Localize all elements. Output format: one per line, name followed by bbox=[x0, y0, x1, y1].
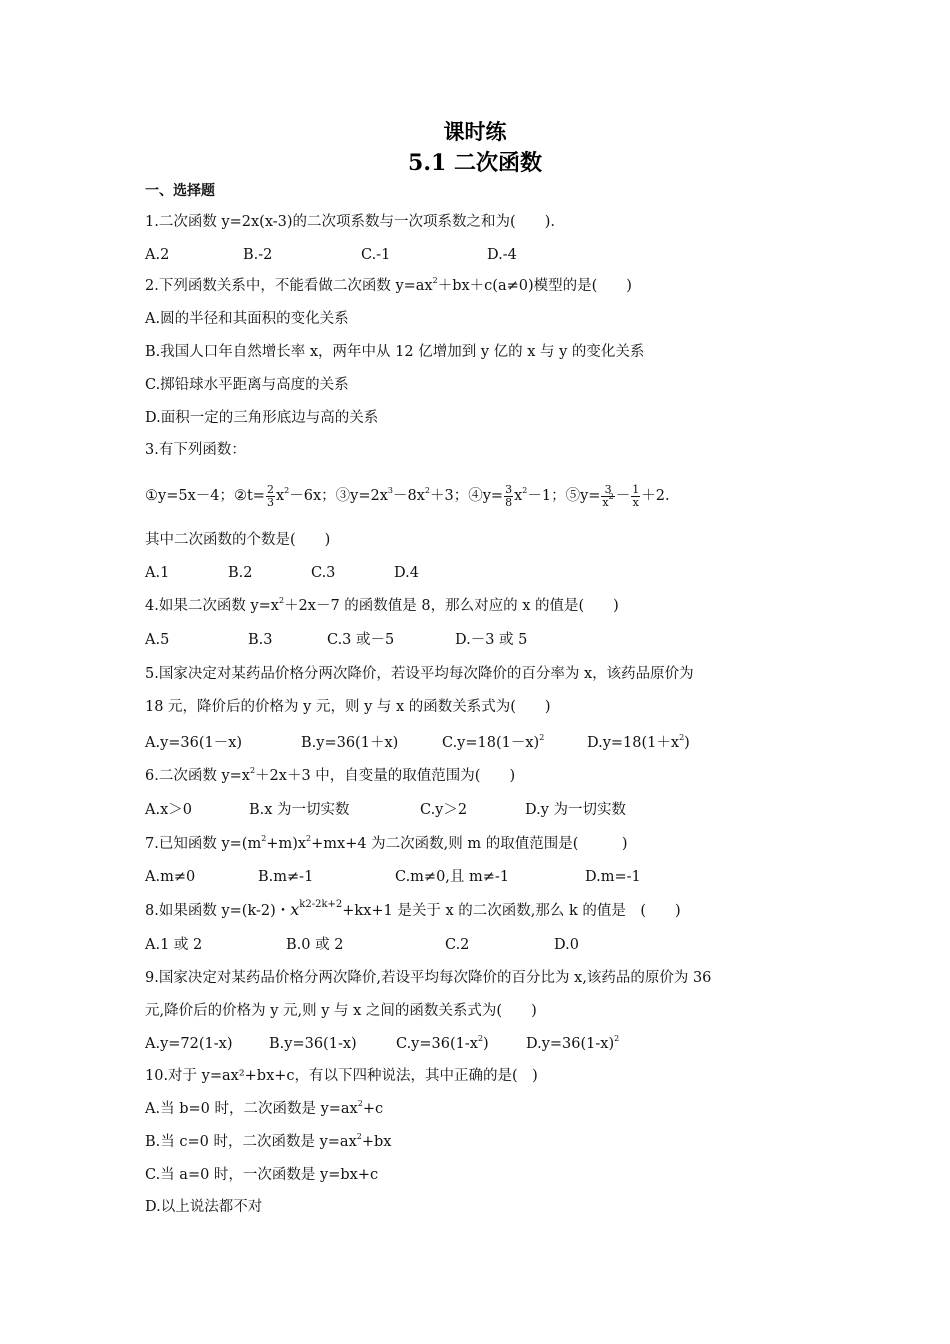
question-1-stem: 1.二次函数 y=2x(x-3)的二次项系数与一次项系数之和为( ). bbox=[145, 214, 555, 230]
question-9-stem-line-2: 元,降价后的价格为 y 元,则 y 与 x 之间的函数关系式为( ) bbox=[145, 1003, 537, 1019]
question-7-stem: 7.已知函数 $y=(m^2+m)x^2+mx+4$ 为二次函数,则 m 的取值范围是( ) bbox=[145, 834, 628, 852]
q8-option-b: B.0 或 2 bbox=[286, 937, 344, 953]
q5-option-c: $C.y=18(1-x)^2$ bbox=[442, 733, 545, 751]
q3-option-c: C.3 bbox=[311, 565, 336, 581]
q9-option-d: $D.y=36(1-x)^2$ bbox=[526, 1034, 620, 1052]
question-6-stem: 6.二次函数 $y=x^2+2x+3$ 中，自变量的取值范围为( ) bbox=[145, 766, 516, 784]
q2-option-a: A.圆的半径和其面积的变化关系 bbox=[145, 311, 349, 327]
q10-option-b: B.当 c=0 时，二次函数是 $y=ax^2+bx$ bbox=[145, 1132, 392, 1150]
page-subtitle: 5.1 二次函数 bbox=[408, 150, 542, 176]
q3-option-d: D.4 bbox=[394, 565, 419, 581]
q7-option-b: B.m≠-1 bbox=[258, 869, 314, 885]
q2-option-b: B.我国人口年自然增长率 x，两年中从 12 亿增加到 y 亿的 x 与 y 的变化关系 bbox=[145, 344, 645, 360]
q6-option-c: C.y＞2 bbox=[420, 802, 468, 818]
q1-option-d: D.-4 bbox=[487, 247, 517, 263]
q7-option-d: D.m=-1 bbox=[585, 869, 641, 885]
q3-option-b: B.2 bbox=[228, 565, 253, 581]
q1-option-c: C.-1 bbox=[361, 247, 391, 263]
fraction-3-x2: $\frac{3}{x^2}$ bbox=[602, 482, 614, 509]
q6-option-b: B.x 为一切实数 bbox=[249, 802, 350, 818]
question-4-stem: 4.如果二次函数 $y=x^2+2x-7$ 的函数值是 8，那么对应的 x 的值是( ) bbox=[145, 596, 619, 614]
question-8-stem: 8.如果函数 y=(k-2)・$x^{k2-2k+2}+kx+1$ 是关于 x 的二次函数,那么 k 的值是 ( ) bbox=[145, 899, 681, 919]
q4-option-d: D.－3 或 5 bbox=[455, 632, 528, 648]
question-2-stem: 2.下列函数关系中，不能看做二次函数 $y=ax^2+bx+c(a\ne 0)$模型的是( ) bbox=[145, 276, 632, 294]
question-5-stem-line-1: 5.国家决定对某药品价格分两次降价，若设平均每次降价的百分率为 x，该药品原价为 bbox=[145, 666, 694, 682]
q7-option-c: C.m≠0,且 m≠-1 bbox=[395, 869, 510, 885]
question-5-stem-line-2: 18 元，降价后的价格为 y 元，则 y 与 x 的函数关系式为( ) bbox=[145, 699, 551, 715]
question-10-stem: 10.对于 y=ax²+bx+c，有以下四种说法，其中正确的是( ) bbox=[145, 1068, 538, 1084]
q5-option-a: A.y=36(1－x) bbox=[145, 735, 243, 751]
fraction-1-x: $\frac{1}{x}$ bbox=[632, 482, 640, 509]
q8-option-d: D.0 bbox=[554, 937, 579, 953]
q4-option-a: A.5 bbox=[145, 632, 170, 648]
q8-option-a: A.1 或 2 bbox=[145, 937, 203, 953]
q9-option-b: B.y=36(1-x) bbox=[269, 1036, 357, 1052]
q9-option-a: A.y=72(1-x) bbox=[145, 1036, 233, 1052]
page-title: 课时练 bbox=[443, 119, 507, 144]
question-9-stem-line-1: 9.国家决定对某药品价格分两次降价,若设平均每次降价的百分比为 x,该药品的原价为 36 bbox=[145, 970, 712, 986]
q3-option-a: A.1 bbox=[145, 565, 170, 581]
q3-ask: 其中二次函数的个数是( ) bbox=[145, 532, 331, 548]
q4-option-c: C.3 或－5 bbox=[327, 632, 395, 648]
q1-option-a: A.2 bbox=[145, 247, 170, 263]
fraction-2-3: $\frac{2}{3}$ bbox=[266, 482, 274, 509]
q6-option-a: A.x＞0 bbox=[145, 802, 192, 818]
q2-option-c: C.掷铅球水平距离与高度的关系 bbox=[145, 377, 349, 393]
q10-option-c: C.当 a=0 时，一次函数是 y=bx+c bbox=[145, 1167, 379, 1183]
q9-option-c: $C.y=36(1-x^2)$ bbox=[396, 1034, 489, 1052]
q10-option-a: A.当 b=0 时，二次函数是 $y=ax^2+c$ bbox=[145, 1099, 384, 1117]
q5-option-b: B.y=36(1＋x) bbox=[301, 735, 399, 751]
fraction-3-8: $\frac{3}{8}$ bbox=[505, 482, 513, 509]
power-expression: $x^{k2-2k+2}$ bbox=[290, 899, 343, 919]
question-3-stem: 3.有下列函数： bbox=[145, 442, 246, 458]
q3-function-list: ①y=5x－4；②t= $\frac{2}{3}$ $x^2-6x$；$③y=2x^3-8x^2+3$；④y= $\frac{3}{8}$ $x^2-1$；⑤y= $\frac{3}{x^2}$ － $\frac{1}{x}$ ＋2. bbox=[145, 482, 670, 509]
q10-option-d: D.以上说法都不对 bbox=[145, 1199, 263, 1215]
q7-option-a: A.m≠0 bbox=[145, 869, 196, 885]
q2-option-d: D.面积一定的三角形底边与高的关系 bbox=[145, 410, 379, 426]
q6-option-d: D.y 为一切实数 bbox=[525, 802, 627, 818]
section-heading: 一、选择题 bbox=[145, 183, 215, 199]
q4-option-b: B.3 bbox=[248, 632, 273, 648]
q8-option-c: C.2 bbox=[445, 937, 470, 953]
q1-option-b: B.-2 bbox=[243, 247, 273, 263]
q5-option-d: $D.y=18(1+x^2)$ bbox=[587, 733, 690, 751]
